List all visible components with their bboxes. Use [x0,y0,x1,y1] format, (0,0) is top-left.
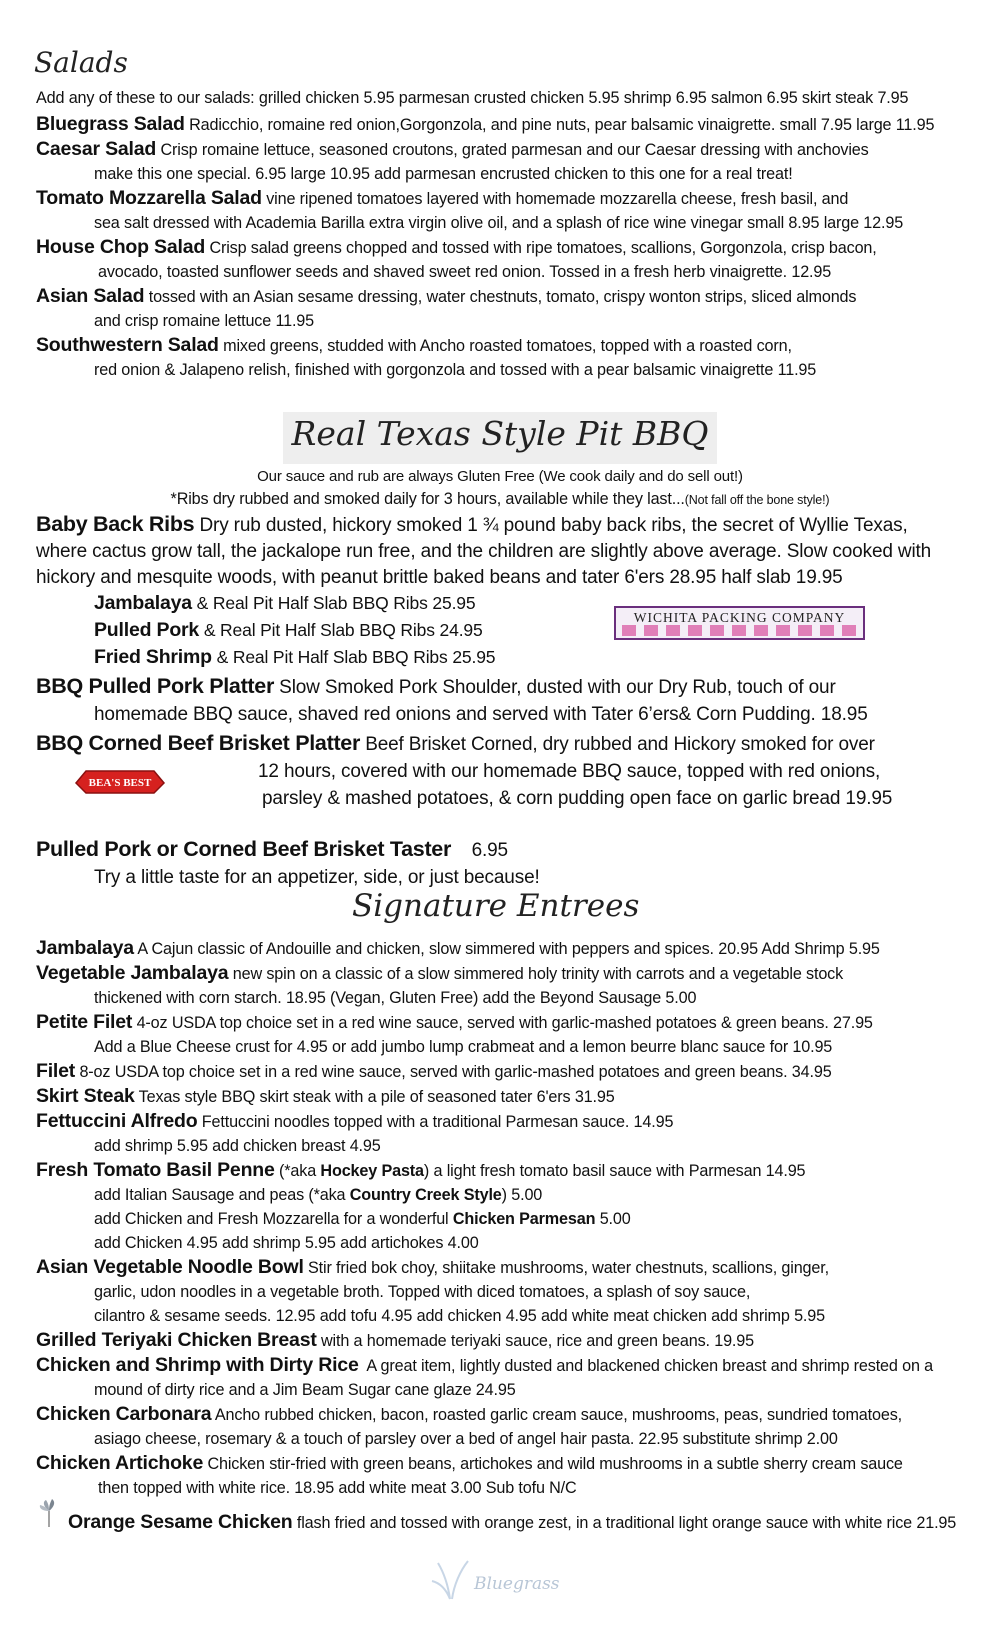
item-name: Southwestern Salad [36,334,219,356]
item-desc-cont: and crisp romaine lettuce 11.95 [94,312,315,330]
item-desc: & Real Pit Half Slab BBQ Ribs 25.95 [216,647,496,667]
bluegrass-logo [430,1555,580,1603]
salads-heading: Salads [34,46,128,79]
item-name: Jambalaya [36,937,134,959]
entrees-section [36,936,986,1535]
item-desc: Slow Smoked Pork Shoulder, dusted with our Dry Rub, touch of our [279,677,836,698]
bbq-platters [36,673,986,812]
beas-best-logo [72,765,168,795]
entrees-heading: Signature Entrees [352,888,640,924]
note-paren: (Not fall off the bone style!) [684,493,830,507]
item-desc: flash fried and tossed with orange zest, in a traditional light orange sauce with white rice 21.95 [296,1514,957,1532]
item-desc: Crisp salad greens chopped and tossed with ripe tomatoes, scallions, Gorgonzola, crisp bacon, [209,239,877,257]
menu-item-fettuccini-alfredo [36,1109,986,1134]
item-desc: mixed greens, studded with Ancho roasted tomatoes, topped with a roasted corn, [223,337,792,355]
item-desc: new spin on a classic of a slow simmered holy trinity with carrots and a vegetable stock [232,965,844,983]
item-desc-cont: red onion & Jalapeno relish, finished with gorgonzola and tossed with a pear balsamic vinaigrette 11.95 [94,361,817,379]
item-desc-cont [36,1183,986,1207]
menu-item-caesar-salad [36,137,986,162]
item-name: Chicken and Shrimp with Dirty Rice [36,1354,359,1376]
item-desc-cont: cilantro & sesame seeds. 12.95 add tofu 4.95 add chicken 4.95 add white meat chicken add shrimp 5.95 [94,1307,825,1325]
item-name: House Chop Salad [36,236,206,258]
item-desc-cont: then topped with white rice. 18.95 add white meat 3.00 Sub tofu N/C [98,1479,577,1497]
item-name: Orange Sesame Chicken [68,1511,293,1533]
item-desc: Chicken stir-fried with green beans, artichokes and wild mushrooms in a subtle sherry cream sauce [207,1455,903,1473]
item-desc: & Real Pit Half Slab BBQ Ribs 25.95 [196,593,476,613]
bbq-note-gluten: Our sauce and rub are always Gluten Free (We cook daily and do sell out!) [257,468,743,485]
menu-item-filet [36,1059,986,1084]
item-desc: & Real Pit Half Slab BBQ Ribs 24.95 [203,620,483,640]
item-name: Chicken Carbonara [36,1403,212,1425]
item-desc-cont: add shrimp 5.95 add chicken breast 4.95 [94,1137,381,1155]
item-name: Petite Filet [36,1011,133,1033]
item-desc-cont: garlic, udon noodles in a vegetable broth. Topped with diced tomatoes, a splash of soy sauce, [94,1283,751,1301]
item-name: BBQ Pulled Pork Platter [36,674,275,698]
wichita-logo-text: WICHITA PACKING COMPANY [633,610,846,625]
item-desc: with a homemade teriyaki sauce, rice and green beans. 19.95 [321,1332,754,1350]
item-desc: Texas style BBQ skirt steak with a pile of seasoned tater 6'ers 31.95 [138,1088,615,1106]
item-desc: Dry rub dusted, hickory smoked 1 ¾ pound baby back ribs, the secret of Wyllie Texas, [199,515,908,536]
item-desc-cont: hickory and mesquite woods, with peanut brittle baked beans and tater 6'ers 28.95 half slab 19.95 [36,567,843,588]
item-desc: 4-oz USDA top choice set in a red wine sauce, served with garlic-mashed potatoes & green beans. 27.95 [136,1014,873,1032]
desc-bold: Chicken Parmesan [452,1210,596,1228]
item-name: Caesar Salad [36,138,157,160]
item-name: Baby Back Ribs [36,512,195,536]
beas-logo-text: BEA'S BEST [88,777,152,789]
menu-item-vegetable-jambalaya [36,961,986,986]
item-desc: Fettuccini noodles topped with a traditional Parmesan sauce. 14.95 [201,1113,674,1131]
item-name: Filet [36,1060,76,1082]
note-text: *Ribs dry rubbed and smoked daily for 3 hours, available while they last... [170,490,685,508]
item-name: BBQ Corned Beef Brisket Platter [36,731,361,755]
item-desc-cont: where cactus grow tall, the jackalope run free, and the children are slightly above average. Slow cooked with [36,541,932,562]
item-desc-cont: avocado, toasted sunflower seeds and shaved sweet red onion. Tossed in a fresh herb vinaigrette. 12.95 [98,263,832,281]
item-name: Jambalaya [94,592,192,614]
item-aka: Hockey Pasta [320,1162,424,1180]
item-desc-cont: Add a Blue Cheese crust for 4.95 or add jumbo lump crabmeat and a lemon beurre blanc sauce for 10.95 [94,1038,833,1056]
menu-item-dirty-rice [36,1353,986,1378]
menu-item-combo-fried-shrimp [94,644,986,671]
item-name: Asian Vegetable Noodle Bowl [36,1256,304,1278]
item-name: Pulled Pork or Corned Beef Brisket Taster [36,837,452,861]
item-desc: Radicchio, romaine red onion,Gorgonzola, and pine nuts, pear balsamic vinaigrette. small 7.95 large 11.95 [189,116,935,134]
wichita-packing-logo [614,606,865,640]
item-name: Fresh Tomato Basil Penne [36,1159,275,1181]
desc-part: ) 5.00 [501,1186,543,1204]
item-desc-cont [36,1207,986,1231]
item-name: Chicken Artichoke [36,1452,204,1474]
item-desc: A Cajun classic of Andouille and chicken, slow simmered with peppers and spices. 20.95 Add Shrimp 5.95 [137,940,880,958]
item-desc-cont: mound of dirty rice and a Jim Beam Sugar cane glaze 24.95 [94,1381,516,1399]
item-desc: Crisp romaine lettuce, seasoned croutons, grated parmesan and our Caesar dressing with anchovies [160,141,869,159]
bbq-ribs [36,511,986,591]
item-name: Bluegrass Salad [36,113,185,135]
menu-item-southwestern-salad [36,333,986,358]
menu-item-chicken-artichoke [36,1451,986,1476]
item-desc-cont: thickened with corn starch. 18.95 (Vegan, Gluten Free) add the Beyond Sausage 5.00 [94,989,697,1007]
menu-item-skirt-steak [36,1084,986,1109]
item-name: Vegetable Jambalaya [36,962,229,984]
menu-item-chicken-carbonara [36,1402,986,1427]
item-desc-cont: add Chicken 4.95 add shrimp 5.95 add artichokes 4.00 [94,1234,479,1252]
item-name: Pulled Pork [94,619,200,641]
menu-item-taster [36,836,986,864]
item-desc: (*aka [279,1162,317,1180]
desc-bold: Country Creek Style [349,1186,502,1204]
pig-icon [622,625,857,636]
flower-icon [38,1497,60,1529]
item-desc: tossed with an Asian sesame dressing, water chestnuts, tomato, crispy wonton strips, sliced almonds [148,288,857,306]
item-name: Tomato Mozzarella Salad [36,187,262,209]
desc-part: 5.00 [599,1210,631,1228]
bbq-taster [36,836,986,891]
menu-item-tomato-mozzarella-salad [36,186,986,211]
item-desc: Try a little taste for an appetizer, side, or just because! [94,867,540,888]
desc-part: add Chicken and Fresh Mozzarella for a wonderful [94,1210,449,1228]
menu-item-house-chop-salad [36,235,986,260]
item-name: Asian Salad [36,285,145,307]
menu-item-tomato-basil-penne [36,1158,986,1183]
menu-item-jambalaya [36,936,986,961]
item-desc: Beef Brisket Corned, dry rubbed and Hickory smoked for over [365,734,875,755]
menu-item-orange-sesame-chicken [36,1510,986,1535]
item-desc: A great item, lightly dusted and blackened chicken breast and shrimp rested on a [366,1357,934,1375]
menu-item-teriyaki-chicken [36,1328,986,1353]
salad-addons: Add any of these to our salads: grilled chicken 5.95 parmesan crusted chicken 5.95 shrimp 6.95 salmon 6.95 skirt steak 7.95 [36,89,909,107]
menu-item-petite-filet [36,1010,986,1035]
menu-item-baby-back-ribs [36,511,986,539]
desc-part: add Italian Sausage and peas (*aka [94,1186,346,1204]
logo-text: Bluegrass [474,1574,560,1594]
menu-item-bluegrass-salad [36,112,986,137]
item-desc-cont: make this one special. 6.95 large 10.95 add parmesan encrusted chicken to this one for a real treat! [94,165,793,183]
bbq-note-ribs [20,488,980,511]
bbq-heading: Real Texas Style Pit BBQ [291,414,709,453]
item-desc-cont: 12 hours, covered with our homemade BBQ sauce, topped with red onions, [258,761,881,782]
item-name: Grilled Teriyaki Chicken Breast [36,1329,317,1351]
item-name: Skirt Steak [36,1085,135,1107]
item-desc: Ancho rubbed chicken, bacon, roasted garlic cream sauce, mushrooms, peas, sundried tomatoes, [214,1406,903,1424]
item-desc: Stir fried bok choy, shiitake mushrooms, water chestnuts, scallions, ginger, [308,1259,829,1277]
menu-item-bbq-brisket-platter [36,730,986,758]
bbq-notes [20,466,980,511]
menu-item-asian-salad [36,284,986,309]
menu-item-bbq-pulled-pork-platter [36,673,986,701]
item-desc-cont: parsley & mashed potatoes, & corn pudding open face on garlic bread 19.95 [262,788,893,809]
item-name: Fried Shrimp [94,646,212,668]
menu-item-asian-noodle-bowl [36,1255,986,1280]
item-desc-cont: asiago cheese, rosemary & a touch of parsley over a bed of angel hair pasta. 22.95 substitute shrimp 2.00 [94,1430,838,1448]
item-desc: 8-oz USDA top choice set in a red wine sauce, served with garlic-mashed potatoes and green beans. 34.95 [79,1063,832,1081]
item-desc: vine ripened tomatoes layered with homemade mozzarella cheese, fresh basil, and [266,190,849,208]
item-desc-cont: homemade BBQ sauce, shaved red onions and served with Tater 6’ers& Corn Pudding. 18.95 [94,704,868,725]
item-price: 6.95 [471,840,508,861]
item-desc-cont: sea salt dressed with Academia Barilla extra virgin olive oil, and a splash of rice wine vinegar small 8.95 large 12.95 [94,214,904,232]
item-desc: ) a light fresh tomato basil sauce with Parmesan 14.95 [423,1162,806,1180]
item-name: Fettuccini Alfredo [36,1110,198,1132]
salads-section [36,86,986,382]
